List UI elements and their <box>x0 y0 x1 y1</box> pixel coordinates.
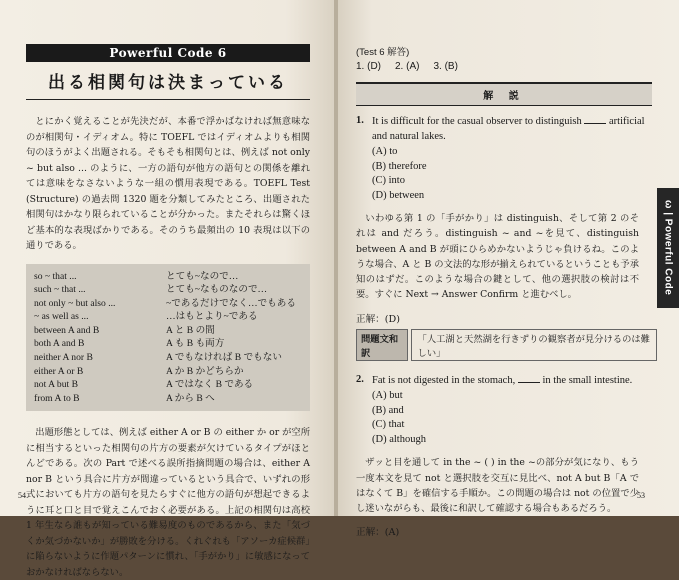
stem-part-a: It is difficult for the casual observer to distinguish <box>372 116 582 127</box>
option-item: (B) therefore <box>372 160 427 172</box>
phrase-en: neither A nor B <box>34 352 93 364</box>
phrase-row <box>34 351 302 365</box>
phrase-row <box>34 283 302 297</box>
phrase-row <box>34 337 302 351</box>
answer-list <box>356 61 657 72</box>
answer-item: 3. (B) <box>433 61 458 72</box>
translation-text: 「人工湖と天然湖を行きずりの観察者が見分けるのは難しい」 <box>411 329 657 361</box>
translation-label: 問題文和訳 <box>356 329 408 361</box>
right-page <box>338 0 679 539</box>
code-title-bar: Powerful Code 6 <box>26 44 310 62</box>
correct-answer-1: 正解：(D) <box>356 313 400 325</box>
stem-part-a: Fat is not digested in the stomach, <box>372 374 516 386</box>
explanation-paragraph-2: ザッと目を通して in the ~ ( ) in the ~の部分が気になり、もう一度本文を見て not と選択肢を交互に見比べ、not A but B「A ではなくて B」を確信する手順か。この問題の場合は not の位置で少し迷いながらも、最後に和訳して確認する場合もあるだろう。 <box>356 457 639 515</box>
question-number: 1. <box>356 115 364 126</box>
phrase-ja: A と B の間 <box>166 324 215 336</box>
option-item: (D) between <box>372 189 425 201</box>
page-number-left: 54 <box>18 491 26 500</box>
answer-blank <box>518 373 540 383</box>
stem-part-b: artificial and natural lakes. <box>372 116 645 142</box>
option-item: (B) and <box>372 404 404 416</box>
side-tab-label: ω | Powerful Code <box>662 200 674 296</box>
phrase-ja: A から B へ <box>166 392 215 404</box>
question-1 <box>356 114 657 203</box>
option-item: (A) but <box>372 390 403 402</box>
left-page <box>0 0 336 578</box>
outro-paragraph: 出題形態としては、例えば either A or B の either か or が空所に相当するといった相関句の片方の要素が欠けているタイプがほとんどである。次の Part で述べる誤所指摘問題の場合は、either A nor B という具合に片方が間違っているという具合で、いずれの形式においても片方の語句を見たらすぐに他方の語句が想起できるように耳と口と目で覚えこんでおく必要がある。上記の相関句は高校 1 年生なら誰もが知っている難易度のものであるから、また「気づくか気づかないか」が勝敗を分ける。くれぐれも「アソーカ症候群」に陥らないように作題パターンに慣れ、「手がかり」に敏感になっておかなければならない。 <box>26 427 310 578</box>
phrase-en: both A and B <box>34 338 85 350</box>
chapter-side-tab <box>657 188 679 308</box>
phrase-en: such ~ that ... <box>34 284 86 296</box>
phrase-row <box>34 270 302 284</box>
phrase-row <box>34 365 302 379</box>
explanation-paragraph-1: いわゆる第 1 の「手がかり」は distinguish、そして第 2 のそれは and だろう。distinguish ~ and ~を見て、distinguish between A and B が頭にひらめかないようじゃ負けるね。このような場合、A と B の文法的な形が揃えられているということも予承知のはずだ。このような場合の鍵として、他の選択肢の検討は不要。すぐに Next → Answer Confirm と進むべし。 <box>356 213 639 301</box>
phrase-ja: A ではなく B である <box>166 379 254 391</box>
question-2 <box>356 373 657 448</box>
phrase-ja: A でもなければ B でもない <box>166 352 282 364</box>
phrase-ja: とても~なものなので… <box>166 284 268 296</box>
phrase-en: between A and B <box>34 324 100 336</box>
correct-answer-2: 正解：(A) <box>356 527 400 539</box>
phrase-row <box>34 392 302 406</box>
question-text <box>372 114 657 144</box>
phrase-ja: ~であるだけでなく…でもある <box>166 297 296 309</box>
option-item: (C) into <box>372 175 405 186</box>
answer-blank <box>584 114 606 124</box>
question-number: 2. <box>356 373 364 385</box>
intro-paragraph: とにかく覚えることが先決だが、本番で浮かばなければ無意味なのが相関句・イディオム。特に TOEFL ではイディオムよりも相関句のほうがよく出題される。そもそも相関句とは、例えば not only ~ but also ... のように、一方の語句が他方の語句との関係を離れては意味をなさないような一組の慣用表現である。TOEFL Test (Structure) の過去問 1320 題を分類してみたところ、出題された相関句はかなり限られていることが分かった。またそれらは驚くほど基本的な表現ばかりである。そのうち最頻出の 10 表現は以下の通りである。 <box>26 116 310 251</box>
page-heading: 出る相関句は決まっている <box>26 62 310 100</box>
phrase-table <box>26 264 310 412</box>
translation-box <box>356 329 657 361</box>
phrase-en: so ~ that ... <box>34 270 77 282</box>
phrase-row <box>34 310 302 324</box>
phrase-ja: …はもとより~である <box>166 311 258 323</box>
phrase-row <box>34 297 302 311</box>
question-stem <box>356 373 657 389</box>
phrase-en: either A or B <box>34 365 84 377</box>
option-item: (D) although <box>372 433 426 445</box>
question-text <box>372 373 657 389</box>
answer-item: 2. (A) <box>395 61 420 72</box>
phrase-en: from A to B <box>34 392 80 404</box>
page-number-right: 53 <box>637 491 645 500</box>
phrase-en: not A but B <box>34 379 78 391</box>
phrase-row <box>34 324 302 338</box>
option-list <box>356 389 657 447</box>
phrase-row <box>34 378 302 392</box>
phrase-en: not only ~ but also ... <box>34 297 116 309</box>
option-item: (C) that <box>372 419 405 431</box>
phrase-ja: とても~なので… <box>166 270 239 282</box>
option-item: (A) to <box>372 146 398 157</box>
phrase-en: ~ as well as ... <box>34 311 89 323</box>
stem-part-b: in the small intestine. <box>542 374 633 386</box>
phrase-ja: A も B も両方 <box>166 338 225 350</box>
question-stem <box>356 114 657 144</box>
option-list <box>356 145 657 203</box>
explanation-header: 解 説 <box>356 82 652 106</box>
answer-heading: (Test 6 解答) <box>356 47 410 58</box>
answer-item: 1. (D) <box>356 61 381 72</box>
phrase-ja: A か B かどちらか <box>166 365 244 377</box>
